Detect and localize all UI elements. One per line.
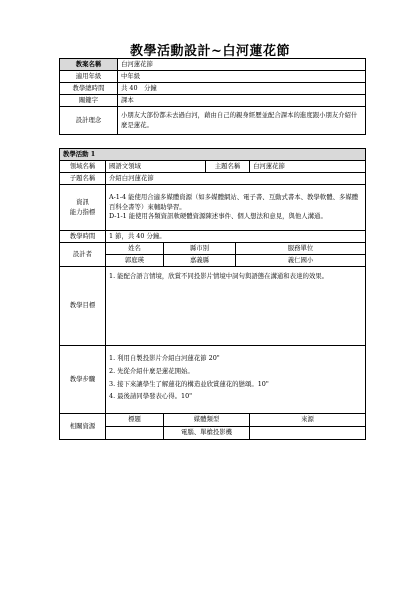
goal-item: 1. 能配合語言情境，欣賞不同投影片情境中詞句與語態在溝通和表達的效果。 <box>109 272 329 280</box>
resources-source <box>250 427 366 440</box>
subtheme-label: 子題名稱 <box>60 173 106 185</box>
grade-label: 適用年級 <box>60 71 118 83</box>
steps-label: 教學步驟 <box>60 346 106 414</box>
goal-list <box>106 267 366 346</box>
designer-header-name: 姓名 <box>106 243 164 255</box>
domain-value: 國語文領域 <box>106 161 206 173</box>
page-title: 教學活動設計~白河蓮花節 <box>130 44 290 59</box>
step-item: 2. 先從介紹什麼是蓮花開始。 <box>109 366 194 375</box>
keyword-label: 關鍵字 <box>60 95 118 107</box>
resources-header-media: 媒體類型 <box>164 414 250 427</box>
designer-name: 郭庭瑛 <box>106 255 164 267</box>
concept-label: 設計理念 <box>60 107 118 135</box>
ability-item: D-1-1 能使用各類資訊軟硬體資源陳述事件、個人想法和意見，與他人溝通。 <box>109 212 327 221</box>
keyword-value: 課本 <box>118 95 366 107</box>
designer-header-unit: 服務單位 <box>236 243 366 255</box>
ability-item: A-1-4 能使用合適多媒體資源（如多媒體網站、電子書、互動式書本、教學軟體、多媒體百科全書等）來輔助學習。 <box>109 193 359 211</box>
theme-value: 白河蓮花節 <box>250 161 366 173</box>
step-item: 4. 最後請同學發表心得。10" <box>109 392 193 401</box>
designer-label: 設計者 <box>60 243 106 267</box>
activity-header: 教學活動 1 <box>60 149 366 161</box>
time-label: 教學時間 <box>60 231 106 243</box>
activity-table <box>59 148 366 440</box>
subtheme-value: 介紹白河蓮花節 <box>106 173 366 185</box>
ability-list <box>106 185 366 231</box>
plan-table <box>59 58 366 135</box>
resources-media: 電腦、單槍投影機 <box>164 427 250 440</box>
goal-label: 教學目標 <box>60 267 106 346</box>
ability-label: 資訊 能力指標 <box>60 185 106 231</box>
theme-label: 主題名稱 <box>206 161 250 173</box>
resources-header-source: 來源 <box>250 414 366 427</box>
concept-value: 小朋友大部份都未去過白河，藉由自己的親身經歷並配合課本的進度跟小朋友介紹什麼是蓮花。 <box>118 107 366 135</box>
designer-county: 嘉義縣 <box>164 255 236 267</box>
resources-header-title: 標題 <box>106 414 164 427</box>
hours-label: 教學總時間 <box>60 83 118 95</box>
resources-label: 相關資源 <box>60 414 106 440</box>
step-item: 3. 接下來讓學生了解蓮花的構造並欣賞蓮花的戀頌。10" <box>109 379 269 388</box>
plan-name-label: 教案名稱 <box>60 59 118 71</box>
time-value: 1 節，共 40 分鐘。 <box>106 231 366 243</box>
designer-unit: 義仁國小 <box>236 255 366 267</box>
designer-header-county: 縣市別 <box>164 243 236 255</box>
hours-value: 共 40 分鐘 <box>118 83 366 95</box>
step-item: 1. 利用自製投影片介紹白河蓮花節 20" <box>109 354 220 363</box>
resources-title <box>106 427 164 440</box>
grade-value: 中年級 <box>118 71 366 83</box>
plan-name-value: 白河蓮花節 <box>118 59 366 71</box>
steps-list <box>106 346 366 414</box>
domain-label: 領域名稱 <box>60 161 106 173</box>
